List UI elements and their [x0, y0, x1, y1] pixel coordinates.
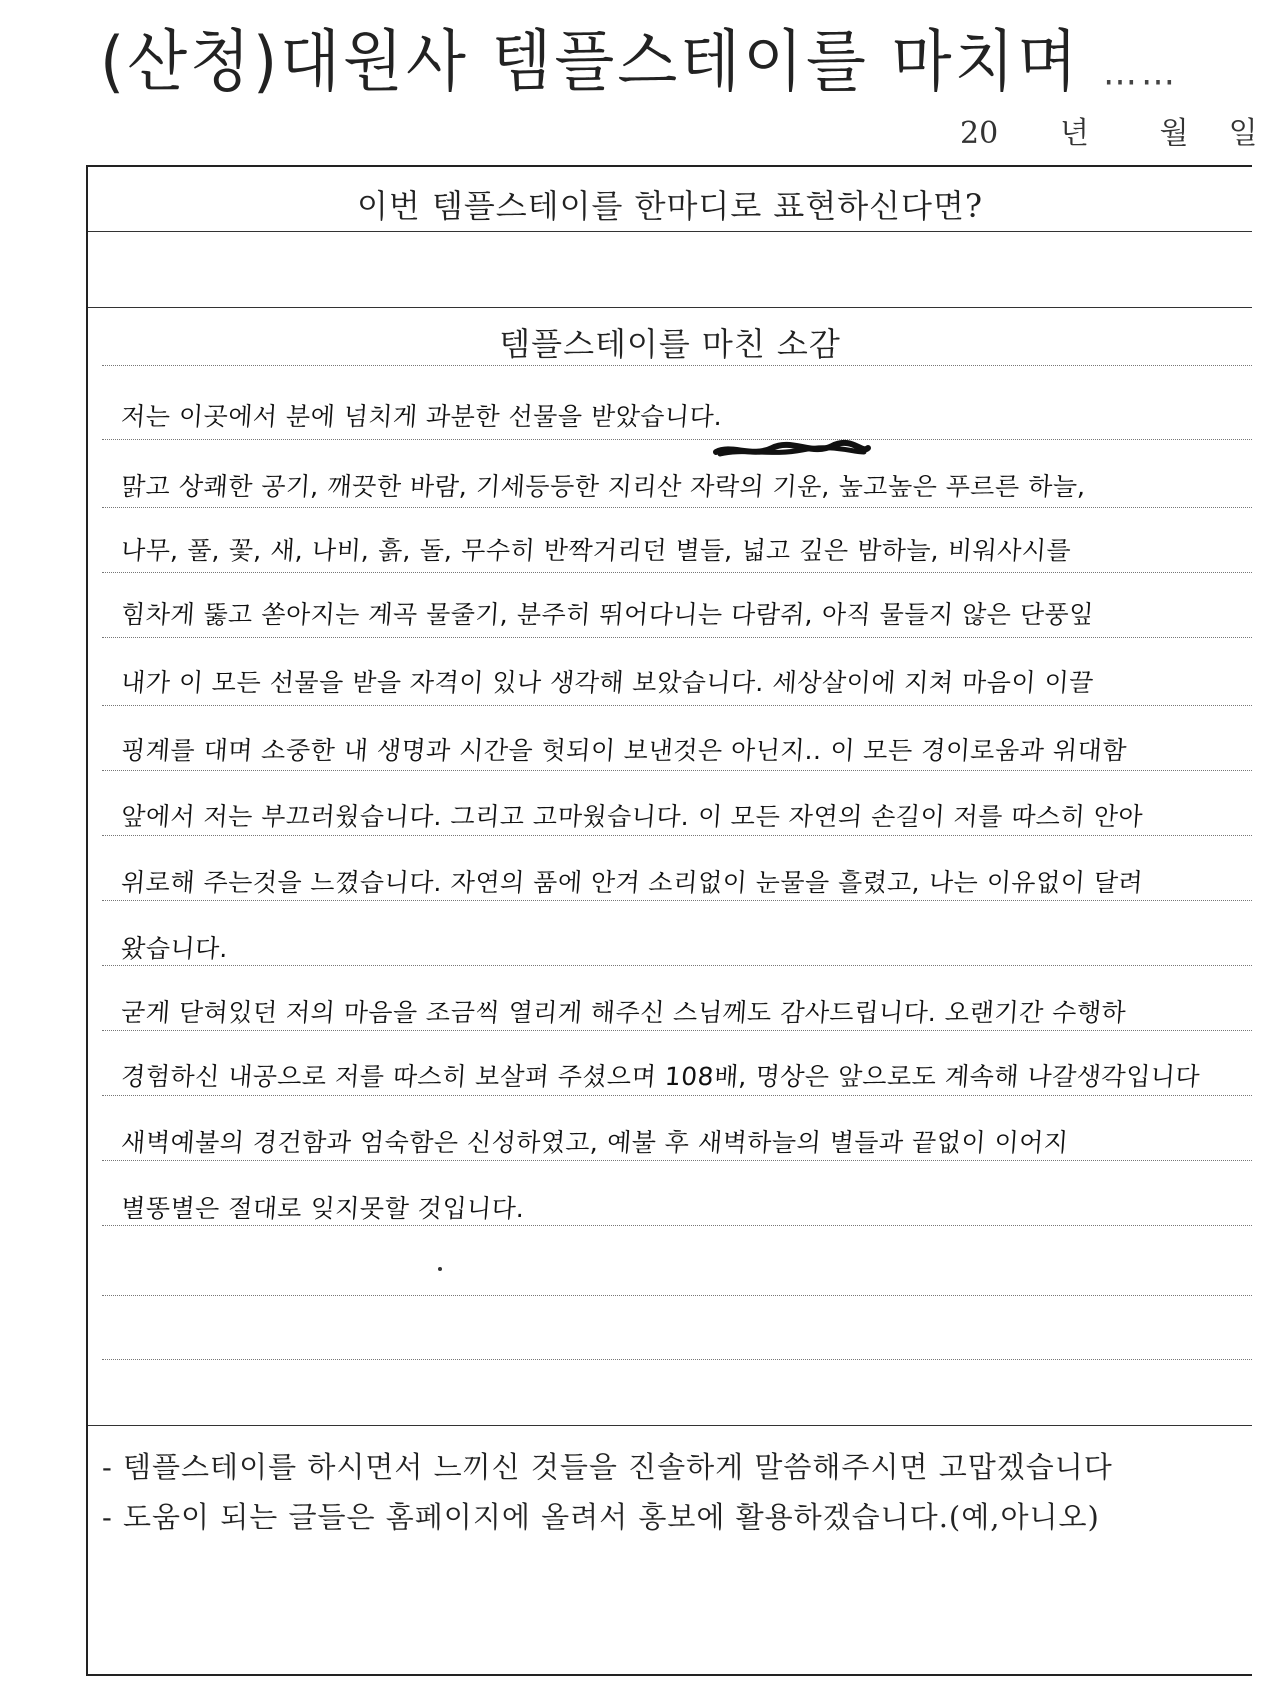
footer-note-2: - 도움이 되는 글들은 홈페이지에 올려서 홍보에 활용하겠습니다.(예,아니오): [102, 1500, 1100, 1534]
date-year[interactable]: 20: [960, 116, 999, 151]
response-form: [86, 165, 1252, 1676]
impressions-heading: 템플스테이를 마친 소감: [499, 325, 841, 363]
impression-line-3: 나무, 풀, 꽃, 새, 나비, 흙, 돌, 무수히 반짝거리던 별들, 넓고 깊은 밤하늘, 비워사시를: [120, 536, 1073, 565]
impression-line-1: 저는 이곳에서 분에 넘치게 과분한 선물을 받았습니다.: [120, 402, 724, 431]
ruled-line: [102, 637, 1252, 638]
impression-line-6: 핑계를 대며 소중한 내 생명과 시간을 헛되이 보낸것은 아닌지.. 이 모든 경이로움과 위대함: [120, 736, 1128, 765]
ruled-line: [102, 365, 1252, 366]
impression-line-5: 내가 이 모든 선물을 받을 자격이 있나 생각해 보았습니다. 세상살이에 지쳐 마음이 이끌: [120, 668, 1095, 697]
page-title-text: (산청)대원사 템플스테이를 마치며: [100, 22, 1081, 101]
ruled-line: [102, 1095, 1252, 1096]
impression-line-7: 앞에서 저는 부끄러웠습니다. 그리고 고마웠습니다. 이 모든 자연의 손길이 저를 따스히 안아: [120, 802, 1145, 831]
impression-line-11: 경험하신 내공으로 저를 따스히 보살펴 주셨으며 108배, 명상은 앞으로도 계속해 나갈생각입니다: [120, 1062, 1202, 1091]
impression-line-10: 굳게 닫혀있던 저의 마음을 조금씩 열리게 해주신 스님께도 감사드립니다. 오랜기간 수행하: [120, 998, 1128, 1027]
ruled-line: [102, 1295, 1252, 1296]
divider: [88, 307, 1252, 308]
date-day-unit: 일: [1228, 116, 1258, 151]
ruled-line: [102, 507, 1252, 508]
question-heading: 이번 템플스테이를 한마디로 표현하신다면?: [356, 187, 984, 225]
ruled-line: [102, 1359, 1252, 1360]
ruled-line: [102, 1225, 1252, 1226]
impression-line-8: 위로해 주는것을 느꼈습니다. 자연의 품에 안겨 소리없이 눈물을 흘렸고, 나는 이유없이 달려: [120, 868, 1145, 897]
ruled-line: [102, 1160, 1252, 1161]
footer-note-1: - 템플스테이를 하시면서 느끼신 것들을 진솔하게 말씀해주시면 고맙겠습니다: [102, 1450, 1113, 1484]
date-line: [960, 108, 1269, 152]
crossed-out-scribble: [712, 440, 872, 460]
ink-dot: [438, 1267, 442, 1271]
ruled-line: [102, 1030, 1252, 1031]
ruled-line: [102, 835, 1252, 836]
ruled-line: [102, 770, 1252, 771]
page-title: [100, 8, 1179, 104]
date-year-unit: 년: [1060, 116, 1090, 151]
date-month-unit: 월: [1159, 116, 1189, 151]
divider: [88, 1425, 1252, 1426]
impression-line-13: 별똥별은 절대로 잊지못할 것입니다.: [120, 1194, 526, 1223]
divider: [88, 231, 1252, 232]
impression-line-12: 새벽예불의 경건함과 엄숙함은 신성하였고, 예불 후 새벽하늘의 별들과 끝없이 이어지: [120, 1128, 1070, 1157]
ruled-line: [102, 965, 1252, 966]
ruled-line: [102, 439, 1252, 440]
impression-line-9: 왔습니다.: [120, 934, 230, 963]
ruled-line: [102, 572, 1252, 573]
impression-line-4: 힘차게 뚫고 쏟아지는 계곡 물줄기, 분주히 뛰어다니는 다람쥐, 아직 물들지 않은 단풍잎: [120, 600, 1095, 629]
ruled-line: [102, 705, 1252, 706]
ruled-line: [102, 900, 1252, 901]
page-title-dots: ……: [1103, 51, 1180, 95]
impression-line-2: 맑고 상쾌한 공기, 깨끗한 바람, 기세등등한 지리산 자락의 기운, 높고높은 푸르른 하늘,: [120, 472, 1087, 501]
